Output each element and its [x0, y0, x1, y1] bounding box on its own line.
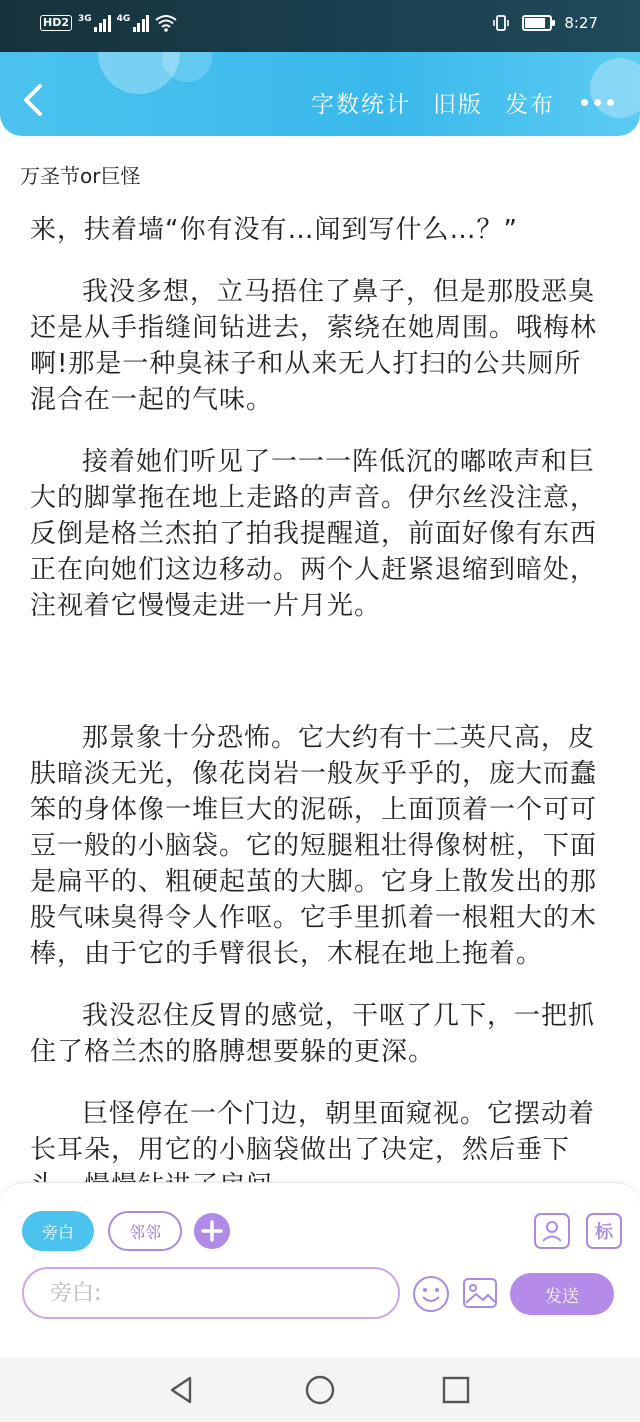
paragraph: 来，扶着墙“你有没有…闻到写什么…？” — [30, 215, 518, 245]
paragraph: 那景象十分恐怖。它大约有十二英尺高，皮肤暗淡无光，像花岗岩一般灰乎乎的，庞大而蠢笨的身体像一堆巨大的泥砾，上面顶着一个可可豆一般的小脑袋。它的短腿粗壮得像树桩，下面是扁平的、粗硬起茧的大脚。它身上散发出的那股气味臭得令人作呕。它手里抓着一根粗大的木棒，由于它的手臂很长，木棍在地上拖着。 — [30, 723, 598, 969]
emoji-button[interactable] — [412, 1275, 450, 1313]
narration-chip[interactable]: 旁白 — [22, 1211, 94, 1251]
paragraph: 巨怪停在一个门边，朝里面窥视。它摆动着长耳朵，用它的小脑袋做出了决定，然后垂下 — [30, 1099, 596, 1165]
signal-icon-sim1 — [78, 14, 111, 32]
signal-icon-sim2 — [117, 14, 150, 32]
old-version-button[interactable]: 旧版 — [433, 92, 483, 118]
battery-icon — [522, 15, 552, 31]
document-title: 万圣节or巨怪 — [20, 164, 141, 188]
back-button[interactable] — [18, 80, 48, 120]
header-actions — [311, 86, 614, 119]
sim1-tag: 3G — [78, 14, 92, 24]
status-left — [40, 14, 177, 32]
image-button[interactable] — [462, 1275, 498, 1311]
send-button[interactable]: 发送 — [510, 1273, 614, 1315]
image-icon — [464, 1279, 496, 1307]
more-icon — [581, 99, 614, 106]
emoji-icon — [414, 1277, 448, 1311]
more-button[interactable] — [581, 99, 614, 106]
hd-badge — [40, 15, 72, 31]
battery-fill — [525, 18, 545, 28]
status-right — [492, 14, 598, 32]
app-header — [0, 52, 640, 136]
paragraph: 接着她们听见了一一一阵低沉的嘟哝声和巨大的脚掌拖在地上走路的声音。伊尔丝没注意，反倒是格兰杰拍了拍我提醒道，前面好像有东西正在向她们这边移动。两个人赶紧退缩到暗处，注视着它慢慢走进一片月光。 — [30, 447, 598, 621]
clock: 8:27 — [564, 14, 598, 32]
nav-recent-icon — [444, 1378, 468, 1402]
hd-label: HD — [43, 16, 62, 29]
status-bar — [0, 0, 640, 52]
mark-icon: 标 — [595, 1222, 613, 1243]
hd-sub: 2 — [61, 16, 69, 29]
wifi-icon — [155, 14, 177, 32]
nav-recent-button[interactable] — [438, 1372, 474, 1408]
character-chip[interactable]: 邻邻 — [108, 1211, 182, 1251]
message-input[interactable] — [22, 1267, 400, 1319]
paragraph: 我没多想，立马捂住了鼻子，但是那股恶臭还是从手指缝间钻进去，萦绕在她周围。哦梅林啊!那是一种臭袜子和从来无人打扫的公共厕所混合在一起的气味。 — [30, 277, 598, 415]
document-body[interactable] — [30, 212, 600, 1204]
paragraph: 我没忍住反胃的感觉，干呕了几下，一把抓住了格兰杰的胳膊想要躲的更深。 — [30, 1001, 596, 1067]
vibrate-icon — [492, 14, 510, 32]
system-nav-bar — [0, 1358, 640, 1422]
add-character-button[interactable] — [194, 1213, 230, 1249]
person-card-icon — [536, 1215, 568, 1247]
mark-button[interactable] — [586, 1213, 622, 1249]
composer-panel — [0, 1182, 640, 1358]
nav-home-icon — [307, 1377, 333, 1403]
nav-back-button[interactable] — [164, 1372, 200, 1408]
character-card-button[interactable] — [534, 1213, 570, 1249]
nav-home-button[interactable] — [302, 1372, 338, 1408]
word-count-button[interactable]: 字数统计 — [311, 92, 411, 118]
sim2-tag: 4G — [116, 14, 131, 24]
nav-back-icon — [172, 1378, 190, 1402]
publish-button[interactable]: 发布 — [505, 92, 555, 118]
back-icon — [26, 86, 40, 114]
